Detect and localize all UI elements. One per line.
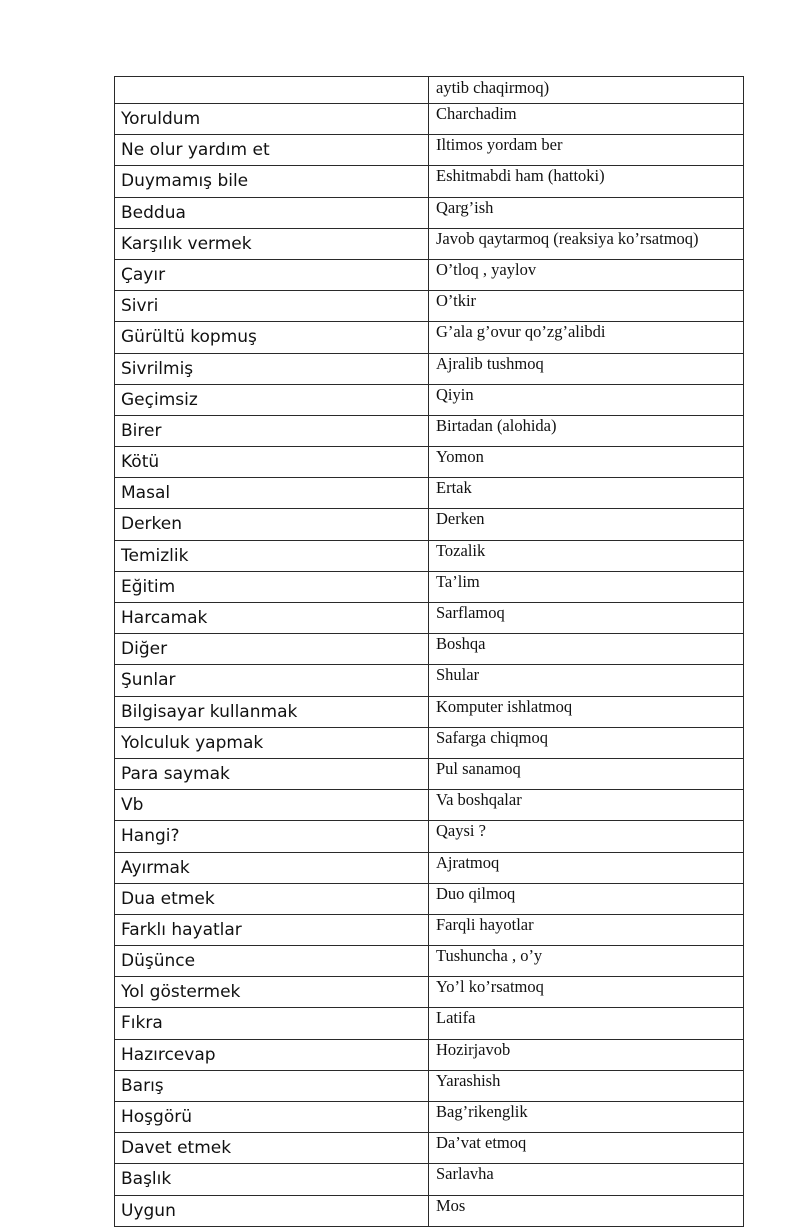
table-row (115, 540, 744, 571)
uzbek-translation-cell: Javob qaytarmoq (reaksiya ko’rsatmoq) (429, 228, 744, 259)
table-row (115, 852, 744, 883)
uzbek-translation-cell: Ertak (429, 478, 744, 509)
uzbek-translation-cell: Tushuncha , o’y (429, 946, 744, 977)
table-row (115, 696, 744, 727)
table-row (115, 415, 744, 446)
uzbek-translation-cell: Yarashish (429, 1070, 744, 1101)
turkish-word-cell: Para saymak (115, 758, 429, 789)
turkish-word-cell: Bilgisayar kullanmak (115, 696, 429, 727)
table-row (115, 1102, 744, 1133)
uzbek-translation-cell: Latifa (429, 1008, 744, 1039)
uzbek-translation-cell: Ta’lim (429, 571, 744, 602)
turkish-word-cell: Başlık (115, 1164, 429, 1195)
uzbek-translation-cell: O’tkir (429, 291, 744, 322)
turkish-word-cell: Temizlik (115, 540, 429, 571)
turkish-word-cell: Hangi? (115, 821, 429, 852)
uzbek-translation-cell: Ajralib tushmoq (429, 353, 744, 384)
turkish-word-cell: Geçimsiz (115, 384, 429, 415)
turkish-word-cell: Çayır (115, 259, 429, 290)
table-row (115, 259, 744, 290)
turkish-word-cell: Vb (115, 790, 429, 821)
turkish-word-cell: Yol göstermek (115, 977, 429, 1008)
turkish-word-cell: Hazırcevap (115, 1039, 429, 1070)
table-row (115, 977, 744, 1008)
table-row (115, 665, 744, 696)
table-row (115, 353, 744, 384)
uzbek-translation-cell: Birtadan (alohida) (429, 415, 744, 446)
table-row (115, 291, 744, 322)
turkish-word-cell: Diğer (115, 634, 429, 665)
uzbek-translation-cell: Ajratmoq (429, 852, 744, 883)
turkish-word-cell: Harcamak (115, 603, 429, 634)
table-row (115, 77, 744, 104)
uzbek-translation-cell: Qiyin (429, 384, 744, 415)
uzbek-translation-cell: Sarflamoq (429, 603, 744, 634)
uzbek-translation-cell: Komputer ishlatmoq (429, 696, 744, 727)
turkish-word-cell: Gürültü kopmuş (115, 322, 429, 353)
turkish-word-cell: Barış (115, 1070, 429, 1101)
uzbek-translation-cell: Charchadim (429, 104, 744, 135)
uzbek-translation-cell: Eshitmabdi ham (hattoki) (429, 166, 744, 197)
table-row (115, 509, 744, 540)
table-row (115, 603, 744, 634)
table-row (115, 166, 744, 197)
uzbek-translation-cell: aytib chaqirmoq) (429, 77, 744, 104)
turkish-word-cell: Fıkra (115, 1008, 429, 1039)
table-row (115, 104, 744, 135)
uzbek-translation-cell: Mos (429, 1195, 744, 1226)
table-row (115, 727, 744, 758)
uzbek-translation-cell: Hozirjavob (429, 1039, 744, 1070)
uzbek-translation-cell: Shular (429, 665, 744, 696)
uzbek-translation-cell: G’ala g’ovur qo’zg’alibdi (429, 322, 744, 353)
turkish-word-cell: Uygun (115, 1195, 429, 1226)
turkish-word-cell: Eğitim (115, 571, 429, 602)
turkish-word-cell: Sivrilmiş (115, 353, 429, 384)
table-row (115, 790, 744, 821)
uzbek-translation-cell: Qarg’ish (429, 197, 744, 228)
uzbek-translation-cell: Duo qilmoq (429, 883, 744, 914)
table-row (115, 1133, 744, 1164)
uzbek-translation-cell: O’tloq , yaylov (429, 259, 744, 290)
table-row (115, 322, 744, 353)
turkish-word-cell: Beddua (115, 197, 429, 228)
turkish-word-cell: Karşılık vermek (115, 228, 429, 259)
turkish-word-cell (115, 77, 429, 104)
uzbek-translation-cell: Sarlavha (429, 1164, 744, 1195)
turkish-word-cell: Masal (115, 478, 429, 509)
vocabulary-table (114, 76, 744, 1227)
uzbek-translation-cell: Boshqa (429, 634, 744, 665)
uzbek-translation-cell: Derken (429, 509, 744, 540)
uzbek-translation-cell: Tozalik (429, 540, 744, 571)
uzbek-translation-cell: Farqli hayotlar (429, 914, 744, 945)
table-row (115, 1039, 744, 1070)
turkish-word-cell: Yoruldum (115, 104, 429, 135)
uzbek-translation-cell: Safarga chiqmoq (429, 727, 744, 758)
table-row (115, 1195, 744, 1226)
table-row (115, 914, 744, 945)
turkish-word-cell: Ne olur yardım et (115, 135, 429, 166)
uzbek-translation-cell: Pul sanamoq (429, 758, 744, 789)
table-row (115, 228, 744, 259)
turkish-word-cell: Duymamış bile (115, 166, 429, 197)
uzbek-translation-cell: Bag’rikenglik (429, 1102, 744, 1133)
table-row (115, 571, 744, 602)
uzbek-translation-cell: Iltimos yordam ber (429, 135, 744, 166)
table-row (115, 821, 744, 852)
table-row (115, 946, 744, 977)
turkish-word-cell: Şunlar (115, 665, 429, 696)
table-row (115, 883, 744, 914)
turkish-word-cell: Farklı hayatlar (115, 914, 429, 945)
turkish-word-cell: Sivri (115, 291, 429, 322)
table-row (115, 1070, 744, 1101)
table-row (115, 1008, 744, 1039)
turkish-word-cell: Hoşgörü (115, 1102, 429, 1133)
table-row (115, 384, 744, 415)
table-row (115, 197, 744, 228)
table-row (115, 1164, 744, 1195)
turkish-word-cell: Dua etmek (115, 883, 429, 914)
turkish-word-cell: Ayırmak (115, 852, 429, 883)
turkish-word-cell: Kötü (115, 447, 429, 478)
turkish-word-cell: Düşünce (115, 946, 429, 977)
turkish-word-cell: Davet etmek (115, 1133, 429, 1164)
table-row (115, 634, 744, 665)
uzbek-translation-cell: Qaysi ? (429, 821, 744, 852)
turkish-word-cell: Yolculuk yapmak (115, 727, 429, 758)
table-row (115, 758, 744, 789)
uzbek-translation-cell: Va boshqalar (429, 790, 744, 821)
table-row (115, 447, 744, 478)
turkish-word-cell: Birer (115, 415, 429, 446)
uzbek-translation-cell: Da’vat etmoq (429, 1133, 744, 1164)
uzbek-translation-cell: Yo’l ko’rsatmoq (429, 977, 744, 1008)
table-row (115, 135, 744, 166)
vocabulary-table-body (115, 77, 744, 1227)
uzbek-translation-cell: Yomon (429, 447, 744, 478)
table-row (115, 478, 744, 509)
turkish-word-cell: Derken (115, 509, 429, 540)
